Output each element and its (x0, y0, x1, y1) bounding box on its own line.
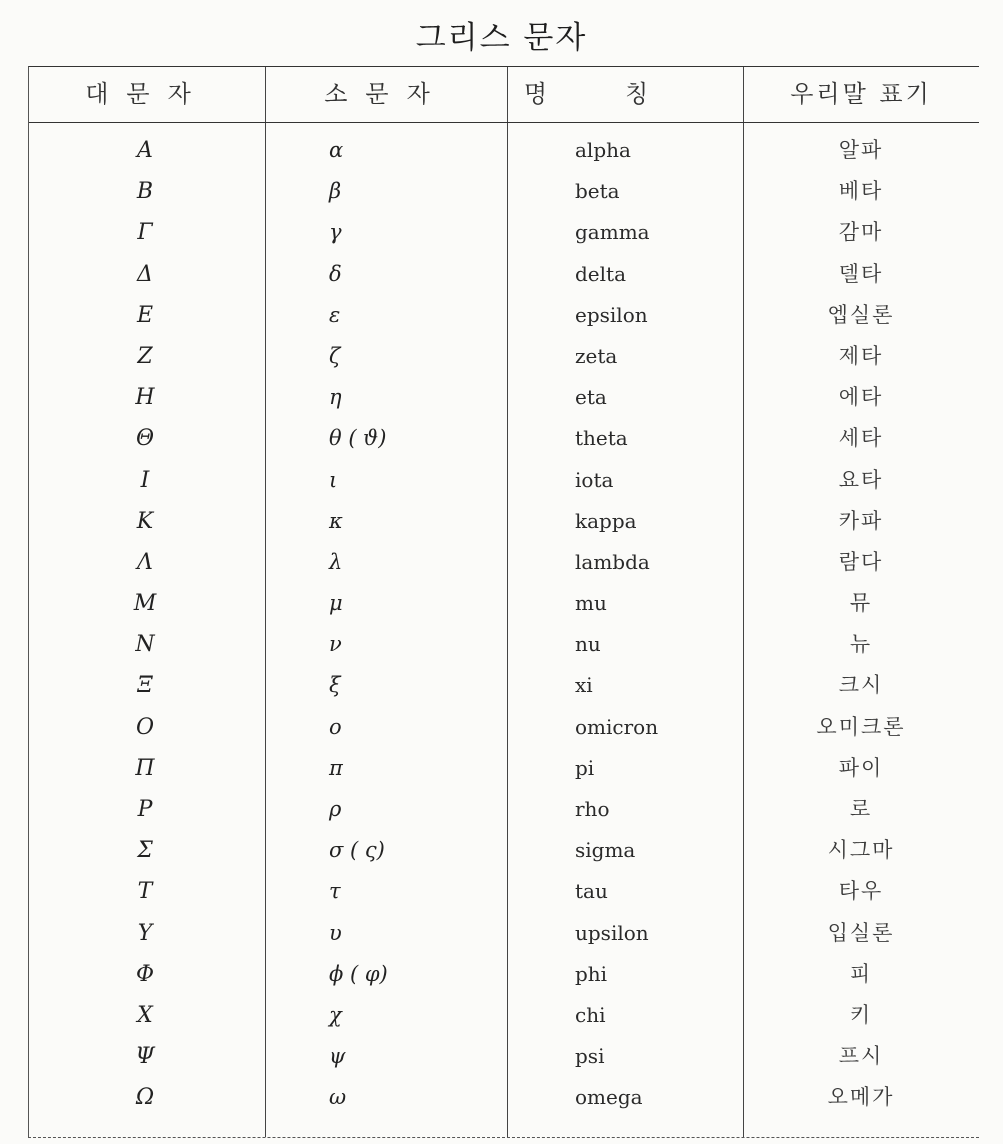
table-row (29, 913, 979, 954)
letter-name: delta (575, 261, 626, 286)
header-korean-notation: 우리말 표기 (790, 80, 932, 108)
table-row (29, 377, 979, 418)
letter-name: eta (575, 385, 607, 410)
uppercase-letter: Ξ (137, 673, 153, 699)
korean-notation: 에타 (838, 385, 884, 410)
table-row (29, 995, 979, 1036)
greek-alphabet-table (28, 66, 979, 1138)
korean-notation: 알파 (838, 138, 884, 162)
table-row (29, 830, 979, 871)
lowercase-letter: ν (329, 632, 342, 657)
table-row (29, 212, 979, 253)
korean-notation: 카파 (838, 508, 884, 533)
table-row (29, 336, 979, 377)
letter-name: iota (575, 467, 614, 492)
lowercase-letter: λ (329, 549, 343, 574)
table-row (29, 254, 979, 295)
lowercase-letter: ι (329, 467, 338, 492)
letter-name: epsilon (575, 302, 648, 327)
uppercase-letter: Θ (135, 426, 155, 452)
uppercase-letter: Η (135, 385, 155, 411)
korean-notation: 람다 (838, 549, 884, 574)
letter-name: rho (575, 797, 610, 821)
lowercase-letter: σ ( ς) (329, 838, 385, 863)
table-row (29, 295, 979, 336)
korean-notation: 베타 (838, 179, 884, 204)
uppercase-letter: Υ (137, 920, 153, 946)
lowercase-letter: ω (329, 1085, 347, 1110)
korean-notation: 엡실론 (827, 302, 895, 327)
uppercase-letter: Ε (136, 302, 154, 328)
korean-notation: 뮤 (849, 591, 873, 616)
lowercase-letter: ο (329, 714, 342, 739)
letter-name: gamma (575, 220, 650, 245)
lowercase-letter: μ (329, 591, 343, 616)
letter-name: nu (575, 632, 601, 657)
letter-name: upsilon (575, 920, 649, 945)
table-row (29, 871, 979, 912)
korean-notation: 크시 (838, 673, 884, 698)
letter-name: pi (575, 755, 595, 780)
korean-notation: 파이 (838, 755, 884, 780)
uppercase-letter: Τ (137, 879, 153, 905)
letter-name: psi (575, 1044, 605, 1069)
uppercase-letter: Γ (137, 220, 153, 246)
lowercase-letter: κ (329, 508, 343, 533)
table-row (29, 542, 979, 583)
table-row (29, 954, 979, 995)
lowercase-letter: η (329, 385, 342, 410)
uppercase-letter: Ψ (135, 1044, 155, 1070)
table-row (29, 418, 979, 459)
page-title: 그리스 문자 (415, 20, 588, 56)
table-row (29, 501, 979, 542)
lowercase-letter: β (329, 179, 342, 204)
table-row (29, 460, 979, 501)
letter-name: alpha (575, 138, 631, 162)
table-body (29, 130, 979, 1119)
korean-notation: 키 (849, 1002, 873, 1027)
table-row (29, 748, 979, 789)
lowercase-letter: ψ (329, 1044, 346, 1069)
letter-name: phi (575, 961, 608, 986)
letter-name: theta (575, 426, 628, 451)
uppercase-letter: Ο (135, 714, 155, 740)
uppercase-letter: Κ (136, 508, 154, 534)
letter-name: xi (575, 673, 593, 698)
uppercase-letter: Χ (137, 1002, 153, 1028)
korean-notation: 오미크론 (816, 714, 906, 739)
korean-notation: 세타 (838, 426, 884, 451)
letter-name: mu (575, 591, 607, 616)
table-row (29, 665, 979, 706)
uppercase-letter: Δ (137, 261, 153, 287)
uppercase-letter: Ζ (137, 343, 153, 369)
korean-notation: 감마 (838, 220, 884, 245)
korean-notation: 입실론 (827, 920, 895, 945)
letter-name: chi (575, 1002, 606, 1027)
lowercase-letter: θ ( ϑ) (329, 426, 387, 451)
uppercase-letter: Β (136, 179, 154, 205)
uppercase-letter: Α (137, 138, 153, 163)
header-name: 명칭 (523, 80, 727, 108)
lowercase-letter: ξ (329, 673, 341, 698)
letter-name: omicron (575, 714, 659, 739)
letter-name: tau (575, 879, 608, 904)
uppercase-letter: Π (135, 755, 155, 781)
letter-name: zeta (575, 343, 618, 368)
table-row (29, 171, 979, 212)
lowercase-letter: υ (329, 920, 342, 945)
uppercase-letter: Ω (135, 1085, 155, 1111)
lowercase-letter: ϕ ( φ) (329, 961, 388, 986)
header-lowercase: 소문자 (324, 80, 448, 108)
lowercase-letter: χ (329, 1002, 342, 1027)
korean-notation: 델타 (838, 261, 884, 286)
table-row (29, 1077, 979, 1118)
korean-notation: 타우 (838, 879, 884, 904)
uppercase-letter: Ν (135, 632, 155, 658)
lowercase-letter: δ (329, 261, 342, 286)
uppercase-letter: Μ (133, 591, 157, 617)
header-uppercase: 대문자 (85, 80, 209, 108)
uppercase-letter: Σ (137, 838, 153, 864)
korean-notation: 제타 (838, 343, 884, 368)
uppercase-letter: Ρ (137, 797, 153, 822)
korean-notation: 로 (849, 797, 873, 821)
lowercase-letter: ρ (329, 797, 342, 821)
korean-notation: 시그마 (827, 838, 895, 863)
table-row (29, 789, 979, 830)
table-header-row (29, 67, 979, 123)
korean-notation: 프시 (838, 1044, 884, 1069)
letter-name: lambda (575, 549, 650, 574)
letter-name: sigma (575, 838, 636, 863)
uppercase-letter: Φ (135, 961, 155, 987)
lowercase-letter: γ (329, 220, 342, 245)
korean-notation: 오메가 (827, 1085, 895, 1110)
korean-notation: 피 (849, 961, 873, 986)
korean-notation: 뉴 (849, 632, 873, 657)
lowercase-letter: τ (329, 879, 341, 904)
table-row (29, 583, 979, 624)
uppercase-letter: Ι (140, 467, 150, 493)
letter-name: kappa (575, 508, 637, 533)
table-row (29, 624, 979, 665)
korean-notation: 요타 (838, 467, 884, 492)
lowercase-letter: ε (329, 302, 341, 327)
table-row (29, 1036, 979, 1077)
letter-name: omega (575, 1085, 643, 1110)
table-row (29, 130, 979, 171)
lowercase-letter: α (329, 138, 344, 162)
lowercase-letter: ζ (329, 343, 341, 368)
letter-name: beta (575, 179, 620, 204)
uppercase-letter: Λ (137, 549, 153, 575)
lowercase-letter: π (329, 755, 343, 780)
table-row (29, 707, 979, 748)
